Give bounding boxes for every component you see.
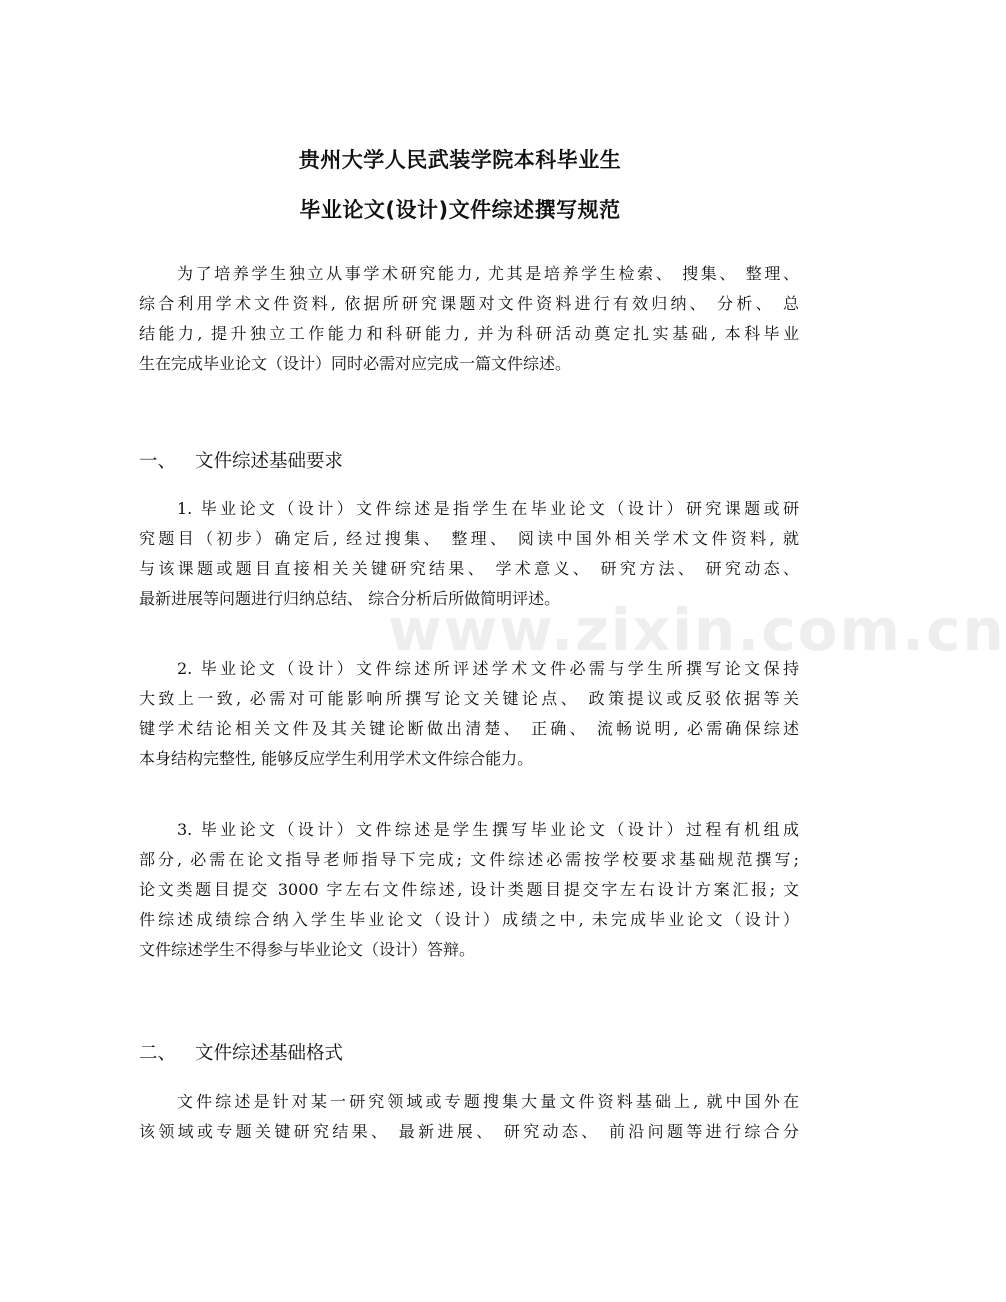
item-1-line: 1. 毕业论文（设计）文件综述是指学生在毕业论文（设计）研究课题或研 bbox=[177, 499, 799, 518]
item-3-line: 论文类题目提交 3000 字左右文件综述, 设计类题目提交字左右设计方案汇报; 文 bbox=[139, 880, 799, 899]
item-2-line: 键学术结论相关文件及其关键论断做出清楚、 正确、 流畅说明, 必需确保综述 bbox=[139, 719, 799, 738]
item-1-line: 最新进展等问题进行归纳总结、 综合分析后所做简明评述。 bbox=[139, 589, 561, 608]
section-2-number: 二、 bbox=[139, 1043, 177, 1064]
item-3-line: 件综述成绩综合纳入学生毕业论文（设计）成绩之中, 未完成毕业论文（设计） bbox=[139, 910, 799, 929]
format-line: 文件综述是针对某一研究领域或专题搜集大量文件资料基础上, 就中国外在 bbox=[177, 1092, 799, 1111]
document-title-line-2: 毕业论文(设计)文件综述撰写规范 bbox=[299, 198, 621, 222]
item-1-line: 与该课题或题目直接相关关键研究结果、 学术意义、 研究方法、 研究动态、 bbox=[139, 559, 799, 578]
item-3-line: 文件综述学生不得参与毕业论文（设计）答辩。 bbox=[139, 940, 476, 959]
intro-line: 为了培养学生独立从事学术研究能力, 尤其是培养学生检索、 搜集、 整理、 bbox=[177, 264, 799, 283]
format-paragraph bbox=[139, 1087, 799, 1147]
item-2-line: 2. 毕业论文（设计）文件综述所评述学术文件必需与学生所撰写论文保持 bbox=[177, 659, 799, 678]
section-1-title: 文件综述基础要求 bbox=[195, 451, 344, 472]
item-2-line: 大致上一致, 必需对可能影响所撰写论文关键论点、 政策提议或反驳依据等关 bbox=[139, 689, 799, 708]
requirement-item-1 bbox=[139, 494, 799, 614]
section-2-title: 文件综述基础格式 bbox=[195, 1043, 344, 1064]
item-2-line: 本身结构完整性, 能够反应学生利用学术文件综合能力。 bbox=[139, 749, 534, 768]
requirement-item-2 bbox=[139, 654, 799, 774]
section-1-heading bbox=[139, 448, 343, 476]
requirement-item-3 bbox=[139, 815, 799, 965]
item-3-line: 3. 毕业论文（设计）文件综述是学生撰写毕业论文（设计）过程有机组成 bbox=[177, 820, 799, 839]
section-1-number: 一、 bbox=[139, 451, 177, 472]
intro-line: 综合利用学术文件资料, 依据所研究课题对文件资料进行有效归纳、 分析、 总 bbox=[139, 294, 799, 313]
document-title-line-1: 贵州大学人民武装学院本科毕业生 bbox=[298, 148, 622, 172]
section-2-heading bbox=[139, 1040, 343, 1068]
intro-paragraph bbox=[139, 259, 799, 379]
intro-line: 生在完成毕业论文（设计）同时必需对应完成一篇文件综述。 bbox=[139, 354, 572, 373]
intro-line: 结能力, 提升独立工作能力和科研能力, 并为科研活动奠定扎实基础, 本科毕业 bbox=[139, 324, 799, 343]
item-1-line: 究题目（初步）确定后, 经过搜集、 整理、 阅读中国外相关学术文件资料, 就 bbox=[139, 529, 799, 548]
format-line: 该领域或专题关键研究结果、 最新进展、 研究动态、 前沿问题等进行综合分 bbox=[139, 1122, 799, 1141]
item-3-line: 部分, 必需在论文指导老师指导下完成; 文件综述必需按学校要求基础规范撰写; bbox=[139, 850, 799, 869]
watermark: www.zixin.com.cn bbox=[388, 596, 1006, 664]
